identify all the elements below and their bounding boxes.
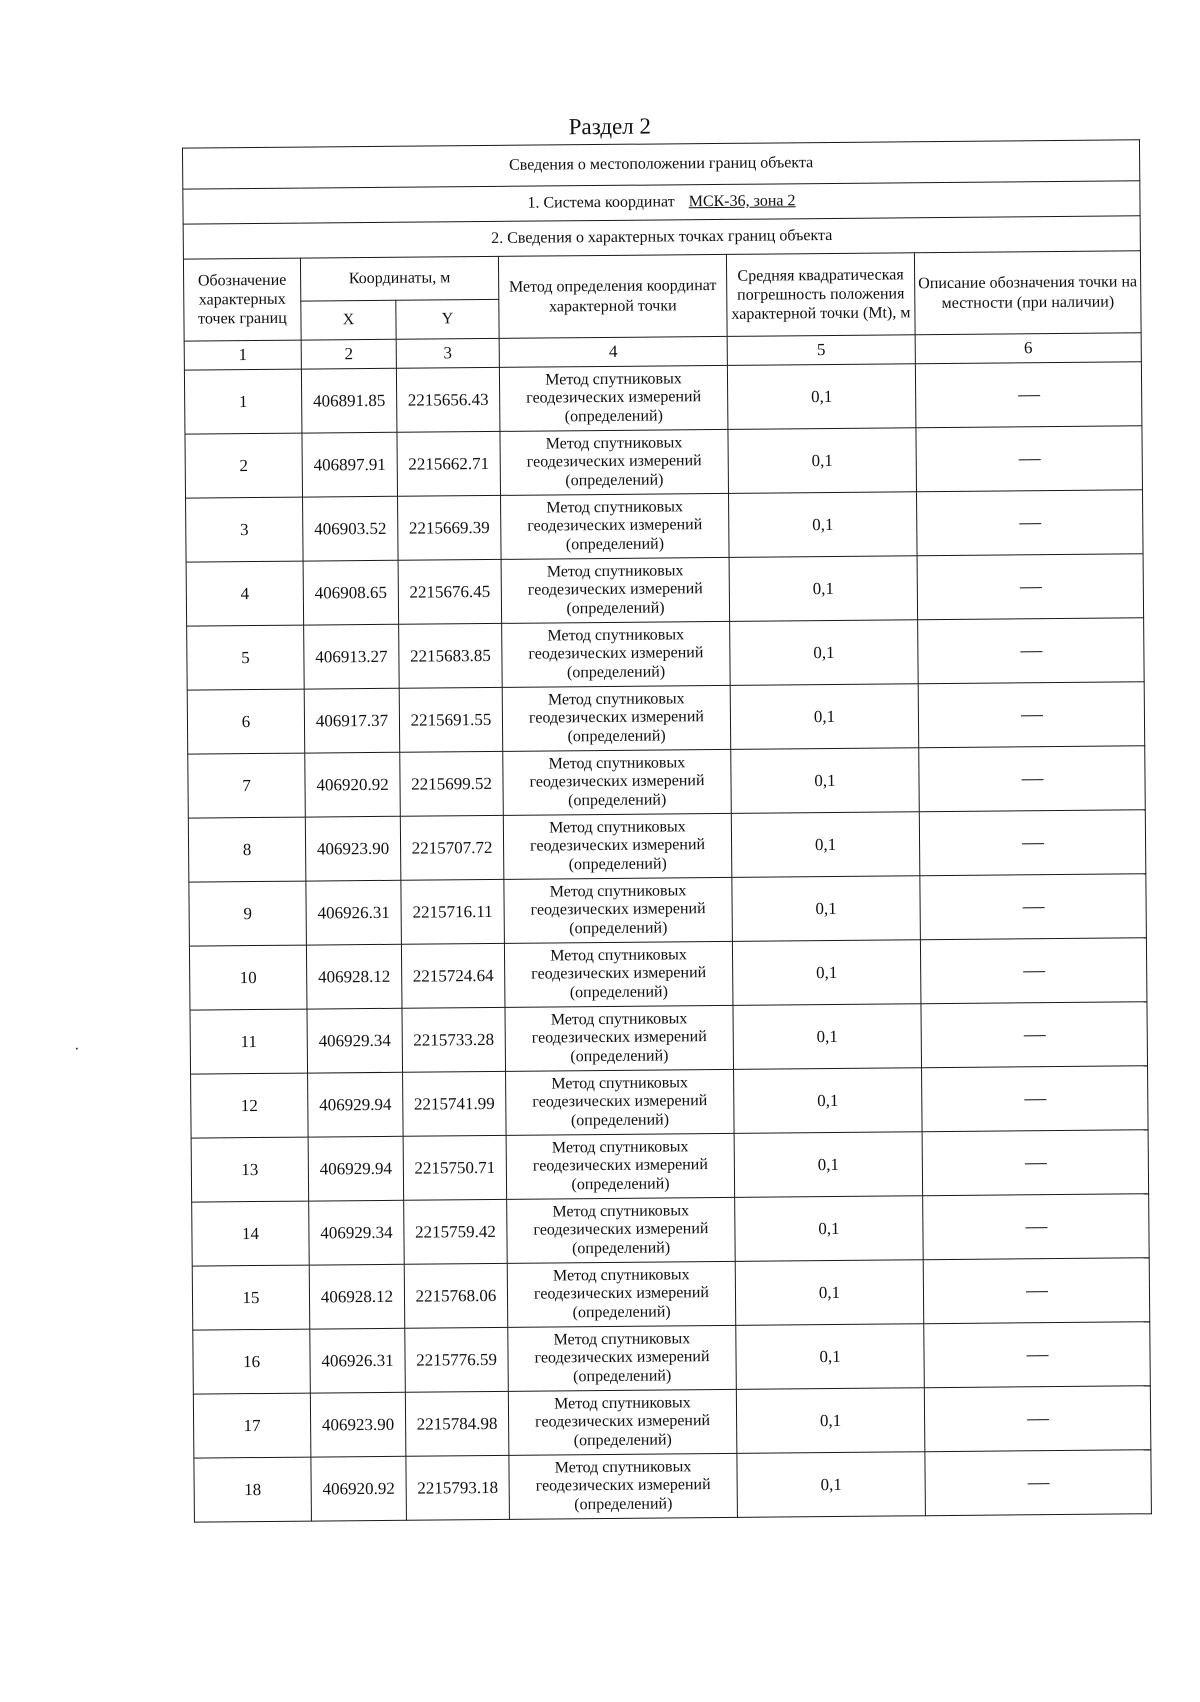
dash-icon <box>1025 1227 1047 1228</box>
description <box>915 362 1142 428</box>
coord-y: 2215733.28 <box>402 1007 506 1072</box>
header-description: Описание обозначения точки на местности (при наличии) <box>914 251 1141 335</box>
accuracy: 0,1 <box>737 1452 926 1518</box>
description <box>916 426 1143 492</box>
table-row <box>192 1258 1150 1330</box>
method: Метод спутниковых геодезических измерений (определений) <box>506 1133 735 1199</box>
coord-x: 406923.90 <box>305 816 401 881</box>
accuracy: 0,1 <box>727 364 916 430</box>
table-row <box>189 874 1147 946</box>
point-number: 15 <box>192 1265 310 1330</box>
accuracy: 0,1 <box>728 428 917 494</box>
section-title: Раздел 2 <box>568 113 652 140</box>
accuracy: 0,1 <box>735 1196 924 1262</box>
accuracy: 0,1 <box>732 940 921 1006</box>
coord-x: 406926.31 <box>310 1328 406 1393</box>
method: Метод спутниковых геодезических измерений (определений) <box>500 429 729 495</box>
coord-system-value: МСК-36, зона 2 <box>688 192 796 211</box>
dash-icon <box>1027 1483 1049 1484</box>
dash-icon <box>1022 843 1044 844</box>
method: Метод спутниковых геодезических измерений (определений) <box>509 1453 738 1519</box>
coord-x: 406913.27 <box>304 624 400 689</box>
point-number: 10 <box>189 945 307 1010</box>
dash-icon <box>1023 1035 1045 1036</box>
point-number: 11 <box>190 1009 308 1074</box>
table-row <box>187 682 1145 754</box>
description <box>924 1386 1151 1452</box>
method: Метод спутниковых геодезических измерений (определений) <box>503 749 732 815</box>
points-section-title: 2. Сведения о характерных точках границ объекта <box>183 216 1140 259</box>
table-row <box>184 362 1142 434</box>
scan-speck <box>76 1048 78 1050</box>
point-number: 14 <box>192 1201 310 1266</box>
method: Метод спутниковых геодезических измерений (определений) <box>499 365 728 431</box>
table-row <box>190 1002 1148 1074</box>
description <box>918 682 1145 748</box>
accuracy: 0,1 <box>730 684 919 750</box>
coord-y: 2215699.52 <box>400 751 504 816</box>
point-number: 12 <box>191 1073 309 1138</box>
coord-y: 2215662.71 <box>397 431 501 496</box>
coord-x: 406929.34 <box>309 1200 405 1265</box>
method: Метод спутниковых геодезических измерений (определений) <box>501 493 730 559</box>
dash-icon <box>1019 523 1041 524</box>
coord-x: 406908.65 <box>303 560 399 625</box>
coord-y: 2215676.45 <box>398 559 502 624</box>
accuracy: 0,1 <box>734 1132 923 1198</box>
point-number: 16 <box>193 1329 311 1394</box>
coord-y: 2215691.55 <box>399 687 503 752</box>
coord-y: 2215724.64 <box>401 943 505 1008</box>
table-row <box>191 1130 1149 1202</box>
column-number: 5 <box>727 335 915 366</box>
accuracy: 0,1 <box>730 620 919 686</box>
point-number: 5 <box>187 625 305 690</box>
method: Метод спутниковых геодезических измерений (определений) <box>504 941 733 1007</box>
method: Метод спутниковых геодезических измерений (определений) <box>504 877 733 943</box>
table-row <box>192 1194 1150 1266</box>
accuracy: 0,1 <box>732 876 921 942</box>
method: Метод спутниковых геодезических измерений (определений) <box>503 813 732 879</box>
point-number: 1 <box>184 369 302 434</box>
method: Метод спутниковых геодезических измерений (определений) <box>505 1005 734 1071</box>
table-row <box>193 1386 1151 1458</box>
coord-x: 406929.94 <box>308 1136 404 1201</box>
accuracy: 0,1 <box>735 1260 924 1326</box>
description <box>921 1002 1148 1068</box>
coord-x: 406929.94 <box>308 1072 404 1137</box>
coord-x: 406917.37 <box>304 688 400 753</box>
coord-y: 2215768.06 <box>404 1263 508 1328</box>
description <box>922 1130 1149 1196</box>
description <box>925 1450 1152 1516</box>
coord-y: 2215784.98 <box>405 1391 509 1456</box>
method: Метод спутниковых геодезических измерений (определений) <box>508 1325 737 1391</box>
table-row <box>188 810 1146 882</box>
description <box>919 746 1146 812</box>
coord-y: 2215683.85 <box>399 623 503 688</box>
coord-x: 406923.90 <box>310 1392 406 1457</box>
accuracy: 0,1 <box>731 748 920 814</box>
table-row <box>186 554 1144 626</box>
method: Метод спутниковых геодезических измерений (определений) <box>501 557 730 623</box>
description <box>924 1322 1151 1388</box>
coord-y: 2215716.11 <box>401 879 505 944</box>
header-x: X <box>301 300 396 340</box>
accuracy: 0,1 <box>733 1004 922 1070</box>
description <box>920 938 1147 1004</box>
coord-x: 406928.12 <box>306 944 402 1009</box>
coord-y: 2215759.42 <box>404 1199 508 1264</box>
description <box>922 1066 1149 1132</box>
method: Метод спутниковых геодезических измерений (определений) <box>508 1389 737 1455</box>
dash-icon <box>1025 1291 1047 1292</box>
table-row <box>188 746 1146 818</box>
description <box>917 554 1144 620</box>
accuracy: 0,1 <box>729 492 918 558</box>
column-number: 2 <box>301 339 396 369</box>
coord-y: 2215793.18 <box>406 1455 510 1520</box>
dash-icon <box>1020 651 1042 652</box>
coord-x: 406903.52 <box>303 496 399 561</box>
method: Метод спутниковых геодезических измерений (определений) <box>506 1069 735 1135</box>
column-number: 6 <box>915 333 1141 364</box>
header-designation: Обозначение характерных точек границ <box>183 258 301 341</box>
coord-x: 406929.34 <box>307 1008 403 1073</box>
table-title: Сведения о местоположении границ объекта <box>182 140 1139 189</box>
accuracy: 0,1 <box>729 556 918 622</box>
table-row <box>193 1322 1151 1394</box>
point-number: 6 <box>187 689 305 754</box>
method: Метод спутниковых геодезических измерений (определений) <box>507 1261 736 1327</box>
dash-icon <box>1024 1163 1046 1164</box>
header-method: Метод определения координат характерной точки <box>498 254 727 338</box>
dash-icon <box>1027 1419 1049 1420</box>
dash-icon <box>1019 587 1041 588</box>
coord-x: 406891.85 <box>301 368 397 433</box>
table-row <box>194 1450 1152 1522</box>
column-number: 4 <box>499 336 727 367</box>
dash-icon <box>1018 395 1040 396</box>
table-row <box>189 938 1147 1010</box>
dash-icon <box>1020 715 1042 716</box>
point-number: 8 <box>188 817 306 882</box>
boundary-points-table <box>182 139 1152 1522</box>
column-number: 3 <box>396 338 499 368</box>
coord-x: 406926.31 <box>306 880 402 945</box>
description <box>923 1258 1150 1324</box>
coord-x: 406928.12 <box>309 1264 405 1329</box>
accuracy: 0,1 <box>736 1388 925 1454</box>
point-number: 4 <box>186 561 304 626</box>
coord-y: 2215707.72 <box>400 815 504 880</box>
header-accuracy: Средняя квадратическая погрешность положения характерной точки (Mt), м <box>726 253 915 337</box>
method: Метод спутниковых геодезических измерений (определений) <box>502 621 731 687</box>
accuracy: 0,1 <box>736 1324 925 1390</box>
dash-icon <box>1021 779 1043 780</box>
dash-icon <box>1018 459 1040 460</box>
point-number: 3 <box>186 497 304 562</box>
dash-icon <box>1023 971 1045 972</box>
coord-y: 2215750.71 <box>403 1135 507 1200</box>
coord-system-label: 1. Система координат <box>527 193 675 212</box>
point-number: 2 <box>185 433 303 498</box>
accuracy: 0,1 <box>734 1068 923 1134</box>
coord-x: 406897.91 <box>302 432 398 497</box>
header-y: Y <box>396 299 499 339</box>
point-number: 17 <box>193 1393 311 1458</box>
point-number: 18 <box>194 1457 312 1522</box>
description <box>919 810 1146 876</box>
description <box>916 490 1143 556</box>
coord-y: 2215669.39 <box>398 495 502 560</box>
header-coords: Координаты, м <box>300 256 498 301</box>
coord-x: 406920.92 <box>311 1456 407 1521</box>
accuracy: 0,1 <box>731 812 920 878</box>
dash-icon <box>1026 1355 1048 1356</box>
coord-y: 2215776.59 <box>405 1327 509 1392</box>
point-number: 7 <box>188 753 306 818</box>
table-row <box>187 618 1145 690</box>
dash-icon <box>1022 907 1044 908</box>
point-number: 9 <box>189 881 307 946</box>
table-row <box>186 490 1144 562</box>
table-row <box>185 426 1143 498</box>
coord-y: 2215656.43 <box>396 367 500 432</box>
column-number: 1 <box>184 340 301 370</box>
method: Метод спутниковых геодезических измерений (определений) <box>507 1197 736 1263</box>
coord-x: 406920.92 <box>305 752 401 817</box>
coord-y: 2215741.99 <box>403 1071 507 1136</box>
method: Метод спутниковых геодезических измерений (определений) <box>502 685 731 751</box>
description <box>923 1194 1150 1260</box>
table-row <box>191 1066 1149 1138</box>
point-number: 13 <box>191 1137 309 1202</box>
dash-icon <box>1024 1099 1046 1100</box>
description <box>918 618 1145 684</box>
description <box>920 874 1147 940</box>
